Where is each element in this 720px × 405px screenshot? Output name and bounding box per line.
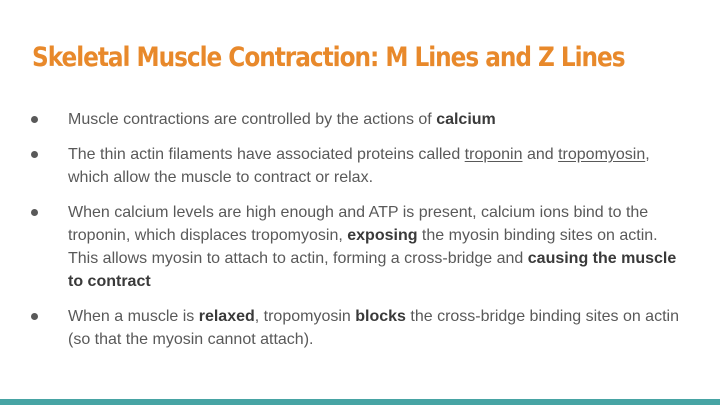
bold-term-calcium: calcium	[436, 111, 496, 128]
bullet-text: the cross-bridge binding sites on actin (so that the myosin cannot attach).	[68, 308, 679, 348]
bullet-text: When calcium levels are high enough and ATP is present, calcium ions bind to the troponin, which displaces tropomyosin,	[68, 204, 649, 244]
bullet-list	[31, 108, 691, 363]
bullet-text: The thin actin filaments have associated proteins called	[68, 146, 465, 163]
bold-term-blocks: blocks	[355, 308, 406, 325]
bullet-dot-icon	[31, 116, 38, 123]
bullet-item-relaxed-state	[31, 305, 691, 351]
bullet-dot-icon	[31, 151, 38, 158]
bullet-dot-icon	[31, 313, 38, 320]
bullet-item-actin-proteins	[31, 143, 691, 189]
bold-term-exposing: exposing	[347, 227, 418, 244]
bullet-text: Muscle contractions are controlled by the actions of	[68, 111, 437, 128]
bullet-text: , tropomyosin	[254, 308, 356, 325]
bullet-text: and	[522, 146, 559, 163]
bullet-text: the myosin binding sites on actin. This allows myosin to attach to actin, forming a cross-bridge and	[68, 227, 658, 267]
bold-term-contract: causing the muscle to contract	[68, 250, 677, 290]
bullet-item-calcium-control	[31, 108, 691, 131]
bold-term-relaxed: relaxed	[198, 308, 255, 325]
bullet-text: , which allow the muscle to contract or relax.	[68, 146, 650, 186]
bullet-item-contraction-process	[31, 201, 691, 293]
slide-title: Skeletal Muscle Contraction: M Lines and Z Lines	[32, 42, 625, 73]
bullet-text: When a muscle is	[68, 308, 199, 325]
underlined-term-troponin: troponin	[464, 146, 523, 163]
bullet-dot-icon	[31, 209, 38, 216]
underlined-term-tropomyosin: tropomyosin	[558, 146, 646, 163]
bottom-accent-bar	[0, 399, 720, 405]
